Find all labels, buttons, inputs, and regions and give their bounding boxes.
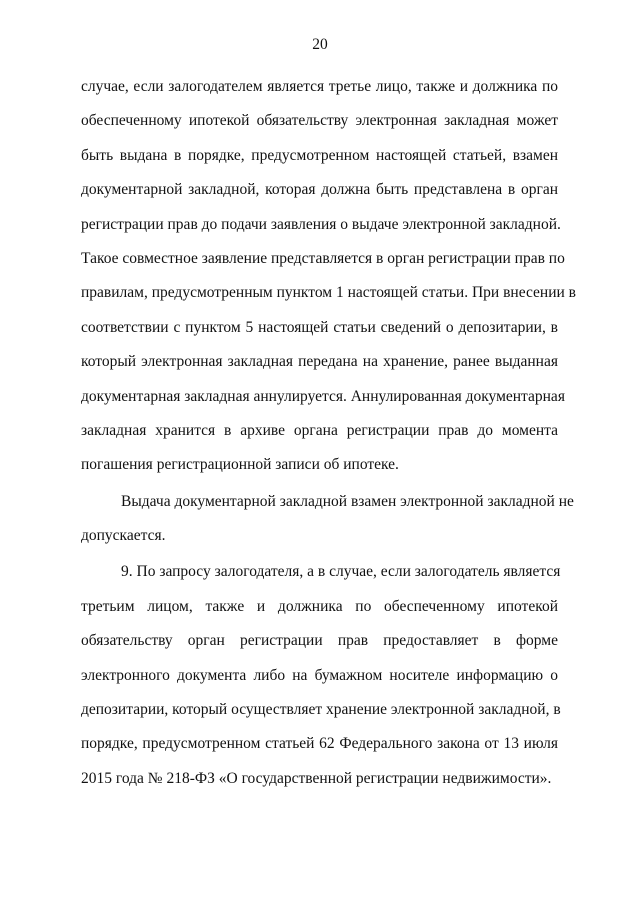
text-line: документарная закладная аннулируется. Аннулированная документарная [81,387,565,405]
text-line: электронного документа либо на бумажном носителе информацию о [81,666,558,684]
text-line: Выдача документарной закладной взамен электронной закладной не [121,492,574,510]
document-body [81,70,577,796]
text-line: 9. По запросу залогодателя, а в случае, если залогодатель является [121,563,561,581]
text-line: обеспеченному ипотекой обязательству электронная закладная может [81,112,558,130]
text-line: который электронная закладная передана на хранение, ранее выданная [81,353,558,371]
paragraph [81,70,577,483]
text-line: закладная хранится в архиве органа регистрации прав до момента [81,421,558,439]
text-line: депозитарии, который осуществляет хранение электронной закладной, в [81,701,561,719]
page-number: 20 [312,36,328,53]
text-line: обязательству орган регистрации прав предоставляет в форме [81,632,558,650]
text-line: документарной закладной, которая должна быть представлена в орган [81,181,558,199]
paragraph [81,485,574,554]
text-line: порядке, предусмотренном статьей 62 Федерального закона от 13 июля [81,735,558,753]
text-line: 2015 года № 218-ФЗ «О государственной регистрации недвижимости». [81,769,552,787]
paragraph [81,555,561,796]
text-line: соответствии с пунктом 5 настоящей статьи сведений о депозитарии, в [81,318,558,336]
text-line: случае, если залогодателем является третье лицо, также и должника по [81,78,558,95]
text-line: правилам, предусмотренным пунктом 1 настоящей статьи. При внесении в [81,284,577,302]
text-line: погашения регистрационной записи об ипотеке. [81,456,399,474]
text-line: регистрации прав до подачи заявления о выдаче электронной закладной. [81,215,561,233]
text-line: допускается. [81,527,166,545]
text-line: быть выдана в порядке, предусмотренном настоящей статьей, взамен [81,146,558,164]
text-line: Такое совместное заявление представляется в орган регистрации прав по [81,249,565,267]
text-line: третьим лицом, также и должника по обеспеченному ипотекой [81,597,558,615]
